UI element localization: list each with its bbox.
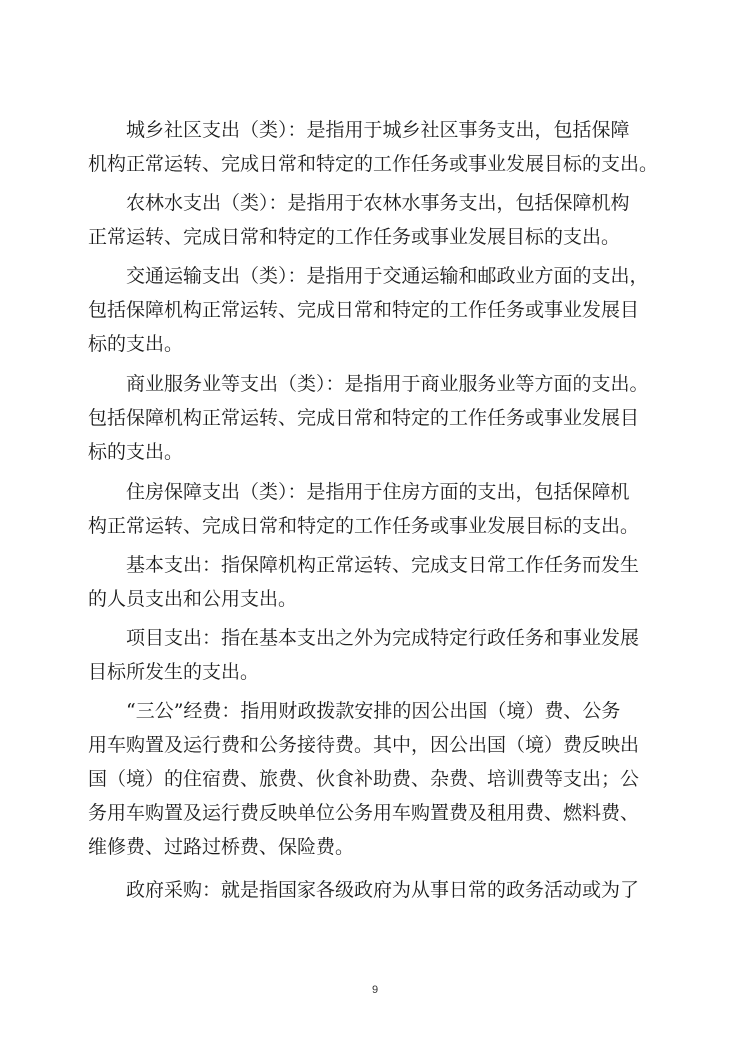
paragraph-line: 维修费、过路过桥费、保险费。: [88, 836, 355, 858]
paragraph-line: 商业服务业等支出（类）：是指用于商业服务业等方面的支出。: [126, 373, 649, 395]
paragraph-transportation: [88, 259, 688, 361]
paragraph-line: 包括保障机构正常运转、完成日常和特定的工作任务或事业发展目: [88, 407, 640, 429]
paragraph-line: 基本支出：指保障机构正常运转、完成支日常工作任务而发生: [126, 554, 640, 576]
paragraph-commercial-services: [88, 367, 688, 469]
paragraph-line: 包括保障机构正常运转、完成日常和特定的工作任务或事业发展目: [88, 299, 640, 321]
paragraph-line: 用车购置及运行费和公务接待费。其中，因公出国（境）费反映出: [88, 734, 640, 756]
paragraph-government-procurement: [88, 873, 688, 907]
paragraph-line: 项目支出：指在基本支出之外为完成特定行政任务和事业发展: [126, 627, 640, 649]
paragraph-line: 政府采购：就是指国家各级政府为从事日常的政务活动或为了: [126, 879, 640, 901]
paragraph-three-public-expenses: [88, 694, 688, 864]
paragraph-line: 住房保障支出（类）：是指用于住房方面的支出，包括保障机: [126, 481, 630, 503]
paragraph-housing-security: [88, 475, 688, 543]
paragraph-line: 务用车购置及运行费反映单位公务用车购置费及租用费、燃料费、: [88, 802, 640, 824]
paragraph-line: 农林水支出（类）：是指用于农林水事务支出，包括保障机构: [126, 192, 630, 214]
paragraph-line: 构正常运转、完成日常和特定的工作任务或事业发展目标的支出。: [88, 515, 640, 537]
paragraph-line: 的人员支出和公用支出。: [88, 588, 298, 610]
paragraph-urban-rural-community: [88, 113, 688, 181]
paragraph-line: 标的支出。: [88, 333, 184, 355]
paragraph-line: 交通运输支出（类）：是指用于交通运输和邮政业方面的支出，: [126, 265, 649, 287]
paragraph-line: 正常运转、完成日常和特定的工作任务或事业发展目标的支出。: [88, 226, 621, 248]
paragraph-project-expenditure: [88, 621, 688, 689]
paragraph-line: 城乡社区支出（类）：是指用于城乡社区事务支出，包括保障: [126, 119, 630, 141]
paragraph-line: 国（境）的住宿费、旅费、伙食补助费、杂费、培训费等支出；公: [88, 768, 640, 790]
paragraph-line: 机构正常运转、完成日常和特定的工作任务或事业发展目标的支出。: [88, 153, 659, 175]
paragraph-line: 目标所发生的支出。: [88, 661, 260, 683]
paragraph-agriculture-forestry-water: [88, 186, 688, 254]
paragraph-basic-expenditure: [88, 548, 688, 616]
paragraph-line: “三公”经费：指用财政拨款安排的因公出国（境）费、公务: [126, 700, 621, 722]
paragraph-line: 标的支出。: [88, 441, 184, 463]
page-number: 9: [371, 984, 379, 996]
